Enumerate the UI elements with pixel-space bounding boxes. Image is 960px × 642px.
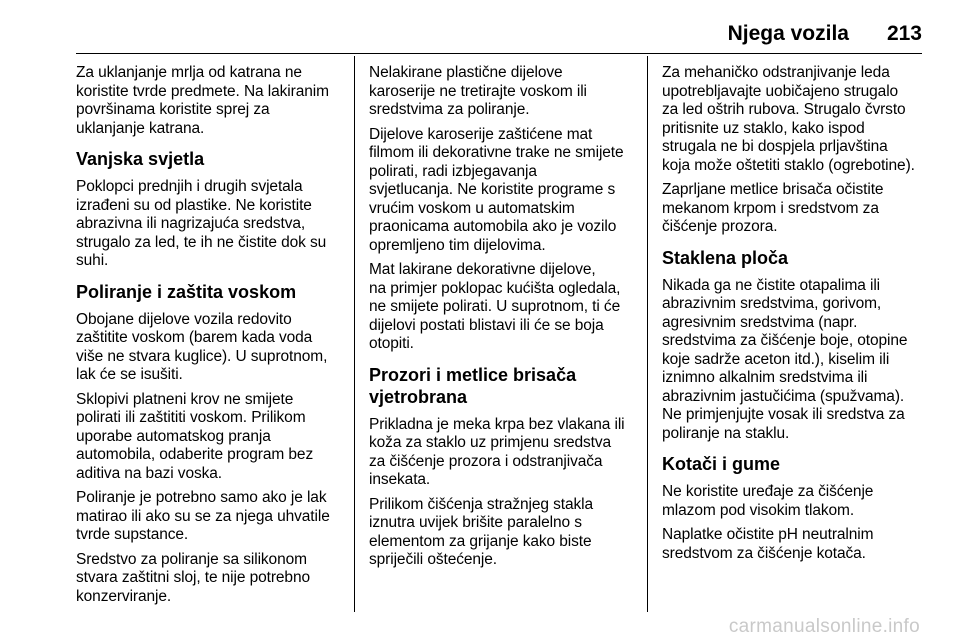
text-line: vjetrobrana (369, 386, 468, 407)
text-line: Poklopci prednjih i drugih svjetala (76, 178, 303, 195)
text-line: automobila, odaberite program bez (76, 446, 314, 463)
section-heading (662, 247, 930, 269)
text-line: Sredstvo za poliranje sa silikonom (76, 550, 307, 568)
text-line: uklanjanje katrana. (76, 119, 205, 137)
text-line: površinama koristite sprej za (76, 101, 270, 118)
paragraph (662, 526, 930, 563)
text-line: abrazivnim jastučićima (spužvama). (662, 387, 905, 405)
paragraph (662, 277, 930, 444)
text-line: Vanjska svjetla (76, 149, 205, 169)
text-line: izrađeni su od plastike. Ne koristite (76, 196, 312, 214)
text-line: filmom ili dekorativne trake ne smijete (369, 144, 624, 161)
paragraph (369, 496, 637, 570)
text-column-3 (662, 64, 930, 612)
paragraph (662, 64, 930, 175)
text-line: poliranje na staklu. (662, 424, 790, 442)
text-line: aditiva na bazi voska. (76, 464, 222, 482)
text-line: agresivnim sredstvima (napr. (662, 313, 858, 331)
text-line: koža za staklo uz primjenu sredstva (369, 434, 612, 451)
text-line: pritisnite uz staklo, kako ispod (662, 119, 865, 137)
text-line: abrazivnim sredstvima, gorivom, (662, 295, 882, 312)
header-rule (76, 53, 922, 54)
text-line: Ne primjenjujte vosak ili sredstva za (662, 406, 905, 423)
text-line: iznimno alkalnim sredstvima ili (662, 369, 868, 386)
text-line: Za mehaničko odstranjivanje leda (662, 64, 890, 81)
text-line: ne smijete polirati. U suprotnom, ti će (369, 298, 621, 315)
paragraph (662, 483, 930, 520)
text-line: strugalo za led, te ih ne čistite dok su (76, 233, 327, 251)
text-line: konzerviranje. (76, 587, 172, 605)
text-line: sredstvom za čišćenje kotača. (662, 544, 866, 562)
text-line: mekanom krpom i sredstvom za (662, 199, 879, 217)
text-line: zaštitite voskom (barem kada voda (76, 329, 313, 346)
text-line: Nikada ga ne čistite otapalima ili (662, 276, 881, 294)
text-line: upotrebljavajte uobičajeno strugalo (662, 82, 899, 100)
page-title: Njega vozila (727, 22, 849, 45)
paragraph (76, 311, 344, 385)
section-heading (76, 281, 344, 303)
text-line: na primjer poklopac kućišta ogledala, (369, 279, 621, 297)
page-number: 213 (886, 22, 922, 45)
text-line: za čišćenje prozora i odstranjivača (369, 452, 603, 470)
text-line: tvrde supstance. (76, 526, 189, 543)
text-line: Poliranje i zaštita voskom (76, 281, 297, 302)
paragraph (76, 391, 344, 484)
text-line: koje sadrže aceton itd.), kiselim ili (662, 350, 890, 368)
watermark: carmanualsonline.info (728, 616, 920, 637)
text-line: Staklena ploča (662, 247, 789, 268)
text-line: stvara zaštitni sloj, te nije potrebno (76, 569, 310, 586)
text-line: Nelakirane plastične dijelove (369, 64, 563, 81)
text-line: sredstvima za čišćenje boje, otopine (662, 332, 908, 349)
text-line: Naplatke očistite pH neutralnim (662, 526, 874, 543)
paragraph (369, 126, 637, 256)
section-heading (76, 148, 344, 170)
paragraph (369, 64, 637, 120)
text-line: polirati, radi izbjegavanja (369, 162, 537, 180)
column-divider (647, 56, 648, 612)
column-divider (354, 56, 355, 612)
paragraph (76, 178, 344, 271)
text-line: svjetlucanja. Ne koristite programe s (369, 181, 616, 198)
text-line: Sklopivi platneni krov ne smijete (76, 390, 294, 408)
section-heading (662, 453, 930, 475)
paragraph (369, 261, 637, 354)
text-line: Za uklanjanje mrlja od katrana ne (76, 64, 302, 81)
text-line: Dijelove karoserije zaštićene mat (369, 125, 593, 143)
text-column-1 (76, 64, 344, 612)
text-line: sredstvima za poliranje. (369, 101, 530, 118)
section-heading (369, 364, 637, 408)
text-line: više ne stvara kuglice). U suprotnom, (76, 347, 328, 365)
text-line: matirao ili ako su se za njega uhvatile (76, 507, 330, 525)
text-line: mlazom pod visokim tlakom. (662, 501, 855, 519)
text-line: Prilikom čišćenja stražnjeg stakla (369, 495, 594, 513)
text-line: polirati ili zaštititi voskom. Prilikom (76, 409, 306, 426)
text-line: Obojane dijelove vozila redovito (76, 310, 292, 328)
text-line: lak će se isušiti. (76, 366, 183, 383)
text-line: karoserije ne tretirajte voskom ili (369, 82, 587, 100)
text-line: vrućim voskom u automatskim (369, 199, 575, 217)
text-line: Poliranje je potrebno samo ako je lak (76, 489, 327, 506)
text-line: praonicama automobila ako je vozilo (369, 218, 617, 235)
text-line: Ne koristite uređaje za čišćenje (662, 483, 874, 500)
text-line: iznutra uvijek brišite paralelno s (369, 514, 582, 531)
text-line: dijelovi postati blistavi ili će se boja (369, 316, 604, 334)
text-line: koristite tvrde predmete. Na lakiranim (76, 82, 329, 100)
text-line: Mat lakirane dekorativne dijelove, (369, 261, 596, 278)
text-line: čišćenje prozora. (662, 218, 778, 235)
text-line: Zaprljane metlice brisača očistite (662, 181, 884, 198)
paragraph (76, 551, 344, 607)
text-line: strugala ne bi dospjela prljavština (662, 138, 888, 155)
paragraph (662, 181, 930, 237)
text-line: abrazivna ili nagrizajuća sredstva, (76, 215, 306, 232)
text-line: Prozori i metlice brisača (369, 364, 577, 385)
paragraph (76, 489, 344, 545)
text-line: opremljeno tim dijelovima. (369, 236, 546, 254)
text-line: spriječili oštećenje. (369, 551, 497, 568)
text-line: Prikladna je meka krpa bez vlakana ili (369, 415, 625, 433)
text-line: koja može oštetiti staklo (ogrebotine). (662, 156, 915, 174)
page-header (0, 0, 960, 56)
text-line: elementom za grijanje kako biste (369, 532, 592, 550)
text-line: suhi. (76, 252, 109, 269)
text-line: uporabe automatskog pranja (76, 427, 271, 445)
text-line: insekata. (369, 471, 431, 488)
text-column-2 (369, 64, 637, 612)
text-line: Kotači i gume (662, 454, 781, 474)
paragraph (76, 64, 344, 138)
text-line: za led oštrih rubova. Strugalo čvrsto (662, 101, 906, 118)
text-line: otopiti. (369, 335, 414, 352)
paragraph (369, 416, 637, 490)
